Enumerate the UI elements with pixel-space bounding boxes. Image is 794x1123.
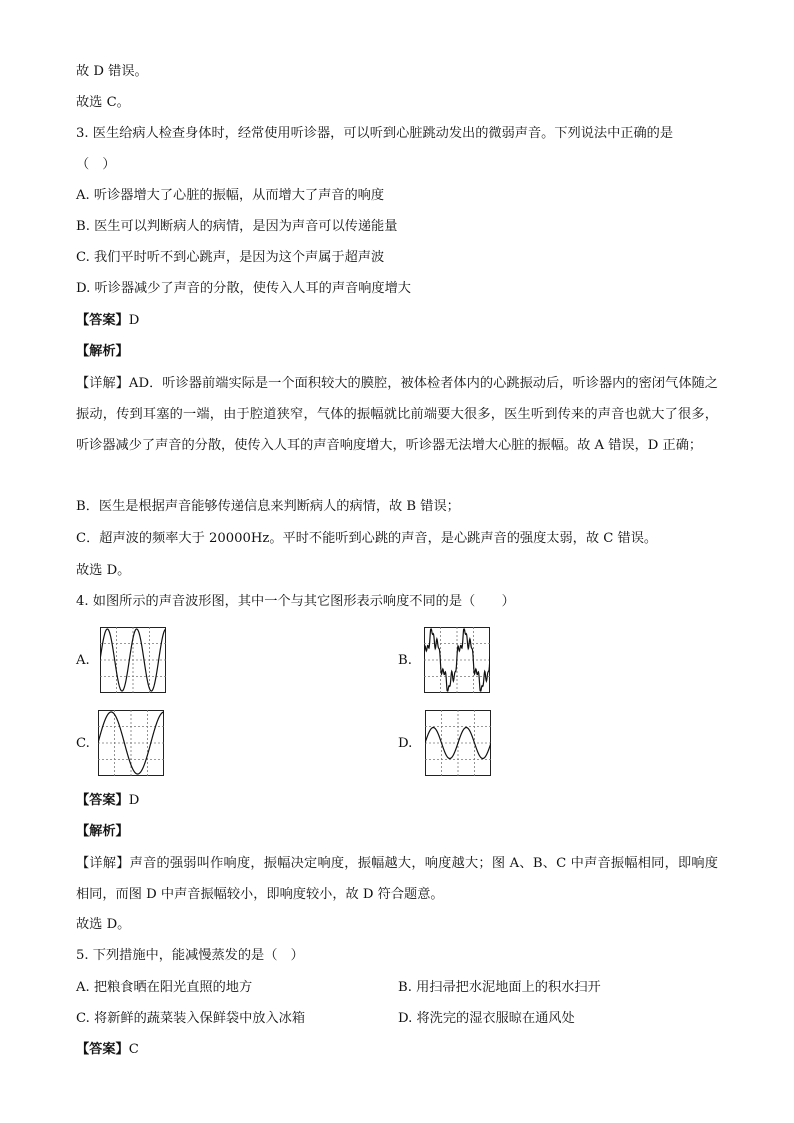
q4-label-a: A. <box>76 653 90 668</box>
waveform-a <box>100 627 166 693</box>
q4-choose: 故选 D。 <box>76 917 131 932</box>
answer-tag: 【答案】 <box>76 793 129 808</box>
q3-option-a: A. 听诊器增大了心脏的振幅，从而增大了声音的响度 <box>76 188 385 203</box>
q5-stem: 5. 下列措施中，能减慢蒸发的是（ ） <box>76 948 304 963</box>
q3-option-c: C. 我们平时听不到心跳声，是因为这个声属于超声波 <box>76 250 385 265</box>
q4-label-d: D. <box>398 736 413 751</box>
waveform-b <box>424 627 490 693</box>
q5-answer <box>76 1040 139 1060</box>
answer-tag: 【答案】 <box>76 1042 129 1057</box>
answer-value: C <box>128 1042 139 1057</box>
answer-value: D <box>128 313 140 328</box>
q3-option-b: B. 医生可以判断病人的病情，是因为声音可以传递能量 <box>76 219 398 234</box>
q5-option-c: C. 将新鲜的蔬菜装入保鲜袋中放入冰箱 <box>76 1011 306 1026</box>
q5-option-a: A. 把粮食晒在阳光直照的地方 <box>76 980 253 995</box>
q4-answer <box>76 791 139 811</box>
q3-detail: 【详解】AD．听诊器前端实际是一个面积较大的膜腔，被体检者体内的心跳振动后，听诊器内的密闭气体随之振动，传到耳塞的一端，由于腔道狭窄，气体的振幅就比前端要大很多，医生听到传来的声音也就大了很多，听诊器减少了声音的分散，使传入人耳的声音响度增大，听诊器无法增大心脏的振幅。故 A 错误，D 正确； <box>76 376 718 453</box>
line-choose-c: 故选 C。 <box>76 95 130 110</box>
q3-b-explanation: B．医生是根据声音能够传递信息来判断病人的病情，故 B 错误； <box>76 499 460 514</box>
waveform-d <box>425 710 491 776</box>
q5-option-b: B. 用扫帚把水泥地面上的积水扫开 <box>398 980 601 995</box>
q3-option-d: D. 听诊器减少了声音的分散，使传入人耳的声音响度增大 <box>76 281 411 296</box>
waveform-c <box>98 710 164 776</box>
q4-label-b: B. <box>398 653 412 668</box>
answer-value: D <box>128 793 140 808</box>
q3-choose: 故选 D。 <box>76 563 131 578</box>
q4-stem: 4. 如图所示的声音波形图，其中一个与其它图形表示响度不同的是（ ） <box>76 594 515 609</box>
answer-tag: 【答案】 <box>76 313 129 328</box>
q4-detail: 【详解】声音的强弱叫作响度，振幅决定响度，振幅越大，响度越大；图 A、B、C 中声音振幅相同，即响度相同，而图 D 中声音振幅较小，即响度较小，故 D 符合题意。 <box>76 856 718 902</box>
q3-stem: 3. 医生给病人检查身体时，经常使用听诊器，可以听到心脏跳动发出的微弱声音。下列说法中正确的是 <box>76 126 674 141</box>
q3-paren: （ ） <box>76 157 116 172</box>
q4-analysis-heading: 【解析】 <box>76 824 129 839</box>
q4-label-c: C. <box>76 736 90 751</box>
q5-option-d: D. 将洗完的湿衣服晾在通风处 <box>398 1011 575 1026</box>
q3-analysis-heading: 【解析】 <box>76 344 129 359</box>
line-d-wrong: 故 D 错误。 <box>76 64 148 79</box>
q3-answer <box>76 311 139 331</box>
q3-c-explanation: C．超声波的频率大于 20000Hz。平时不能听到心跳的声音，是心跳声音的强度太弱，故 C 错误。 <box>76 531 658 546</box>
